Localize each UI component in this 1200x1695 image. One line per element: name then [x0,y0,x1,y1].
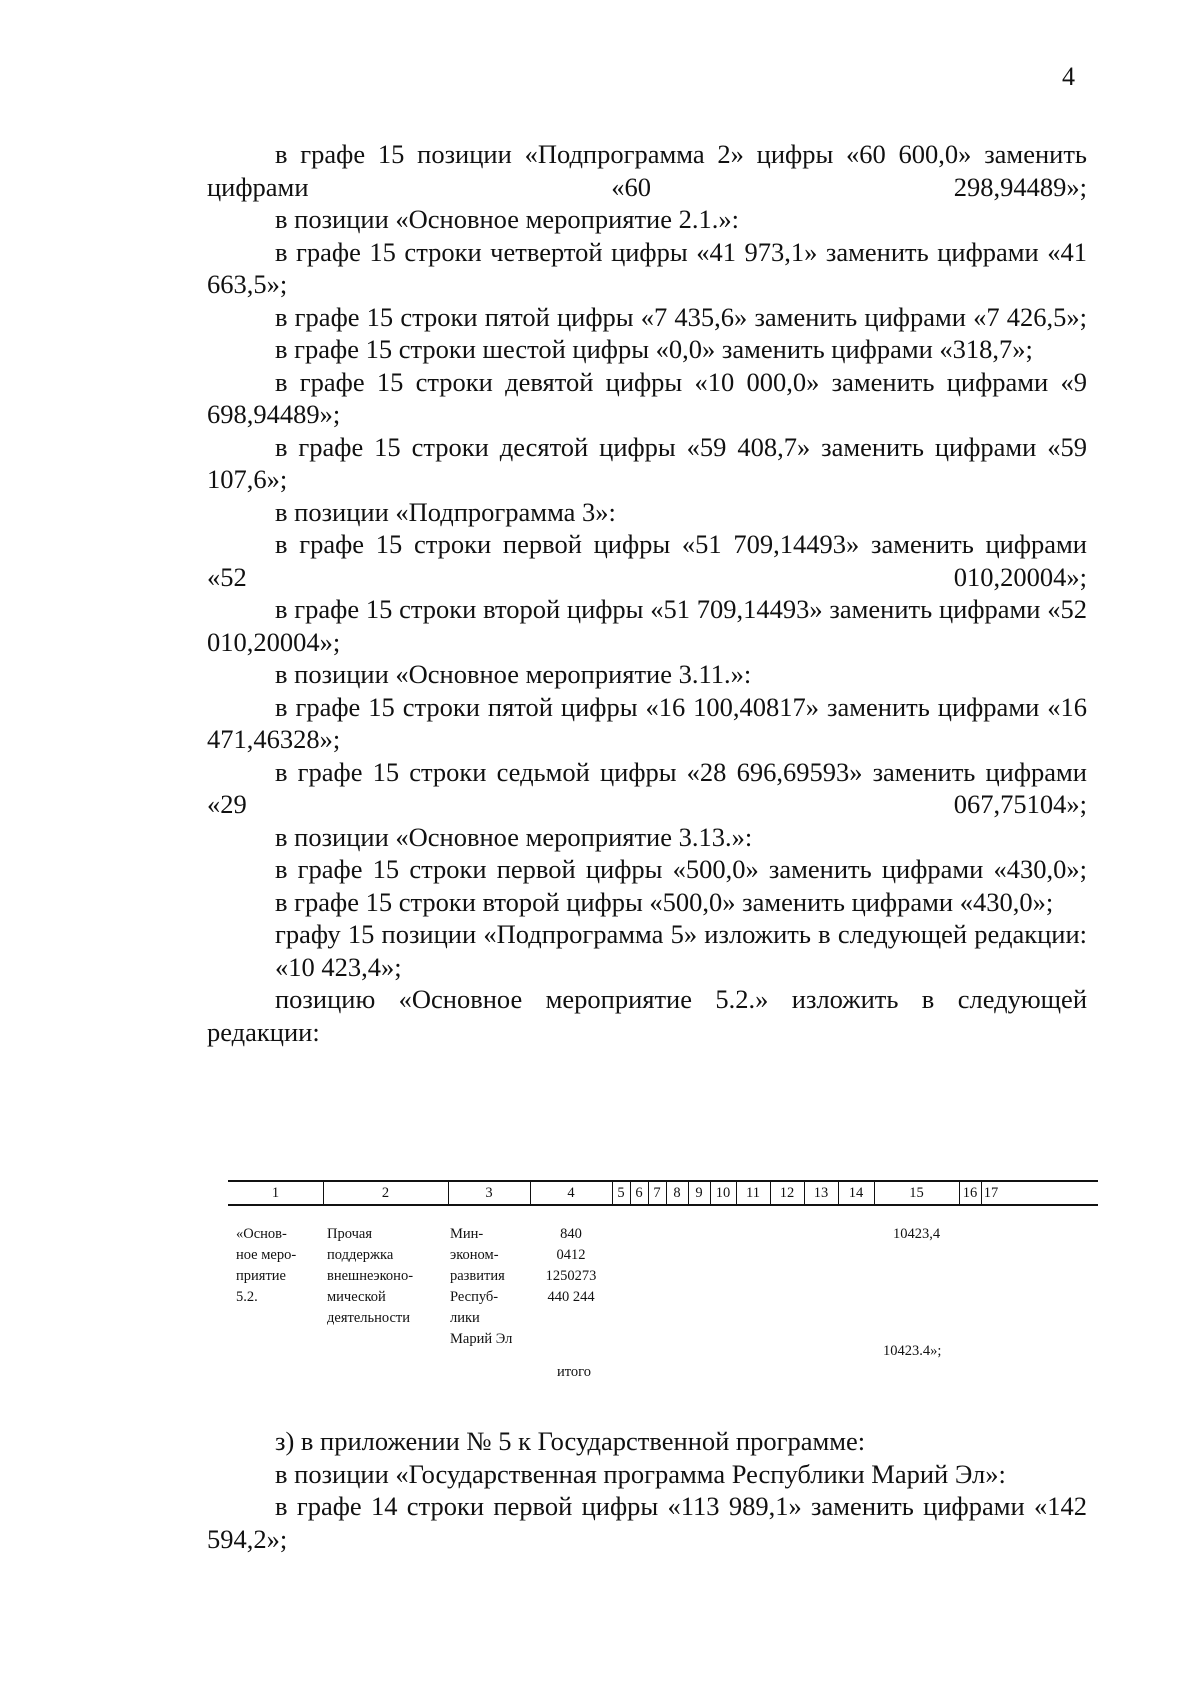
paragraph: в графе 15 строки второй цифры «51 709,14493» заменить цифрами «52 010,20004»; [207,594,1087,657]
cell-line: внешнеэконо- [327,1268,414,1284]
paragraph: в позиции «Государственная программа Республики Марий Эл»: [275,1458,1006,1489]
cell-line: Марий Эл [450,1331,513,1347]
column-header: 6 [630,1182,649,1204]
cell-line: лики [450,1310,480,1326]
paragraph: в графе 15 строки пятой цифры «16 100,40817» заменить цифрами «16 471,46328»; [207,691,1087,754]
column-header: 11 [736,1182,771,1204]
cell-line: Респуб- [450,1289,499,1305]
cell-line: поддержка [327,1247,394,1263]
cell-column-1 [236,1224,296,1308]
cell-line: 0412 [556,1247,586,1263]
column-header: 3 [448,1182,531,1204]
paragraph: в графе 15 строки седьмой цифры «28 696,69593» заменить цифрами «29 067,75104»; [207,756,1087,819]
total-label: итого [557,1364,591,1380]
paragraph: з) в приложении № 5 к Государственной программе: [275,1426,866,1456]
paragraph: в позиции «Подпрограмма 3»: [275,496,616,527]
column-header: 7 [648,1182,667,1204]
column-header: 5 [612,1182,631,1204]
paragraph: в графе 15 строки первой цифры «51 709,14493» заменить цифрами «52 010,20004»; [207,529,1087,592]
cell-line: 840 [560,1226,582,1242]
paragraph: в графе 15 строки четвертой цифры «41 973,1» заменить цифрами «41 663,5»; [207,236,1087,299]
column-header: 16 [959,1182,982,1204]
cell-line: развития [450,1268,505,1284]
page-number: 4 [1062,62,1075,91]
column-header: 1 [228,1182,324,1204]
paragraph: в графе 15 строки второй цифры «500,0» заменить цифрами «430,0»; [275,886,1054,917]
cell-line: «Основ- [236,1226,287,1242]
paragraph: в позиции «Основное мероприятие 2.1.»: [275,204,739,234]
paragraph: в позиции «Основное мероприятие 3.11.»: [275,659,752,689]
paragraph: в графе 15 строки шестой цифры «0,0» заменить цифрами «318,7»; [275,334,1033,364]
column-header: 13 [804,1182,839,1204]
column-header: 10 [710,1182,737,1204]
column-header: 15 [874,1182,960,1204]
cell-column-15: 10423,4 [892,1226,941,1242]
paragraph: графу 15 позиции «Подпрограмма 5» изложить в следующей редакции: [275,919,1087,949]
paragraph: в позиции «Основное мероприятие 3.13.»: [275,821,753,852]
cell-line: мической [327,1289,386,1305]
column-header: 14 [838,1182,875,1204]
paragraph: в графе 15 строки девятой цифры «10 000,0» заменить цифрами «9 698,94489»; [207,366,1087,429]
table-header-row [228,1180,1098,1206]
cell-line: 5.2. [236,1289,258,1305]
cell-line: ное меро- [236,1247,297,1263]
column-header: 9 [688,1182,711,1204]
cell-line: деятельности [327,1310,411,1326]
paragraph: в графе 15 строки десятой цифры «59 408,7» заменить цифрами «59 107,6»; [207,431,1087,494]
column-header: 17 [983,1185,999,1201]
cell-line: 1250273 [545,1268,597,1284]
cell-line: Прочая [327,1226,372,1242]
cell-line: 440 244 [547,1289,595,1305]
cell-column-4 [530,1224,612,1308]
column-header: 4 [530,1182,613,1204]
paragraph: в графе 15 строки пятой цифры «7 435,6» заменить цифрами «7 426,5»; [275,301,1087,332]
cell-column-2 [327,1224,413,1329]
amendment-text [207,138,1087,1048]
paragraph: «10 423,4»; [275,951,402,982]
cell-line: Мин- [450,1226,484,1242]
column-header: 2 [323,1182,449,1204]
column-header: 8 [666,1182,689,1204]
amendment-text-continued [207,1425,1087,1555]
paragraph: позицию «Основное мероприятие 5.2.» изложить в следующей редакции: [207,984,1087,1047]
paragraph: в графе 15 строки первой цифры «500,0» заменить цифрами «430,0»; [275,854,1087,884]
paragraph: в графе 15 позиции «Подпрограмма 2» цифры «60 600,0» заменить цифрами «60 298,94489»; [207,139,1087,202]
amendment-table [228,1180,1098,1380]
cell-column-3 [450,1224,512,1350]
paragraph: в графе 14 строки первой цифры «113 989,1» заменить цифрами «142 594,2»; [207,1491,1087,1554]
total-value: 10423.4»; [883,1343,942,1359]
cell-line: эконом- [450,1247,499,1263]
cell-line: приятие [236,1268,286,1284]
column-header: 12 [770,1182,805,1204]
